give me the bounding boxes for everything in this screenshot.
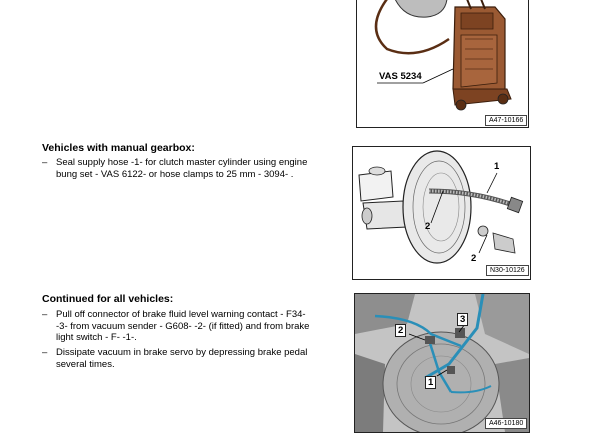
callout-2: 2 (425, 221, 431, 232)
figure-engine-bay-photo (354, 293, 530, 433)
bullet-line: -3- from vacuum sender - G608- -2- (if fitted) and from brake (56, 320, 310, 332)
figure-id-fig1: A47-10166 (485, 115, 527, 126)
bullet-line: several times. (56, 358, 115, 370)
callout-1: 1 (494, 161, 500, 172)
figure-brake-servo-clutch-hose (352, 146, 531, 280)
vas5234-device-illustration (357, 0, 528, 127)
bullet-pull-off-connector (42, 309, 342, 345)
bullet-dash: – (42, 347, 48, 358)
bullet-line: light switch - F- -1-. (56, 332, 137, 343)
figure-id-fig3: A46-10180 (485, 418, 527, 429)
callout-1: 1 (425, 376, 436, 389)
bullet-dash: – (42, 309, 48, 320)
bullet-seal-supply-hose (42, 157, 342, 181)
brake-servo-illustration (353, 147, 530, 279)
callout-2: 2 (395, 324, 406, 337)
bullet-line: bung set - VAS 6122- or hose clamps to 25 mm - 3094- . (56, 168, 294, 180)
callout-3: 3 (457, 313, 468, 326)
bullet-dash: – (42, 157, 48, 168)
bullet-line: Seal supply hose -1- for clutch master cylinder using engine (56, 157, 308, 168)
bullet-dissipate-vacuum (42, 347, 342, 371)
engine-bay-photo-illustration (355, 294, 529, 432)
callout-2: 2 (471, 253, 477, 264)
vas5234-label: VAS 5234 (379, 71, 422, 82)
figure-id-fig2: N30-10126 (486, 265, 529, 276)
bullet-line: Dissipate vacuum in brake servo by depressing brake pedal (56, 347, 308, 358)
section-heading-manual: Vehicles with manual gearbox: (42, 142, 195, 154)
bullet-line: Pull off connector of brake fluid level warning contact - F34- (56, 309, 306, 320)
figure-vas5234 (356, 0, 529, 128)
section-heading-all: Continued for all vehicles: (42, 293, 174, 305)
